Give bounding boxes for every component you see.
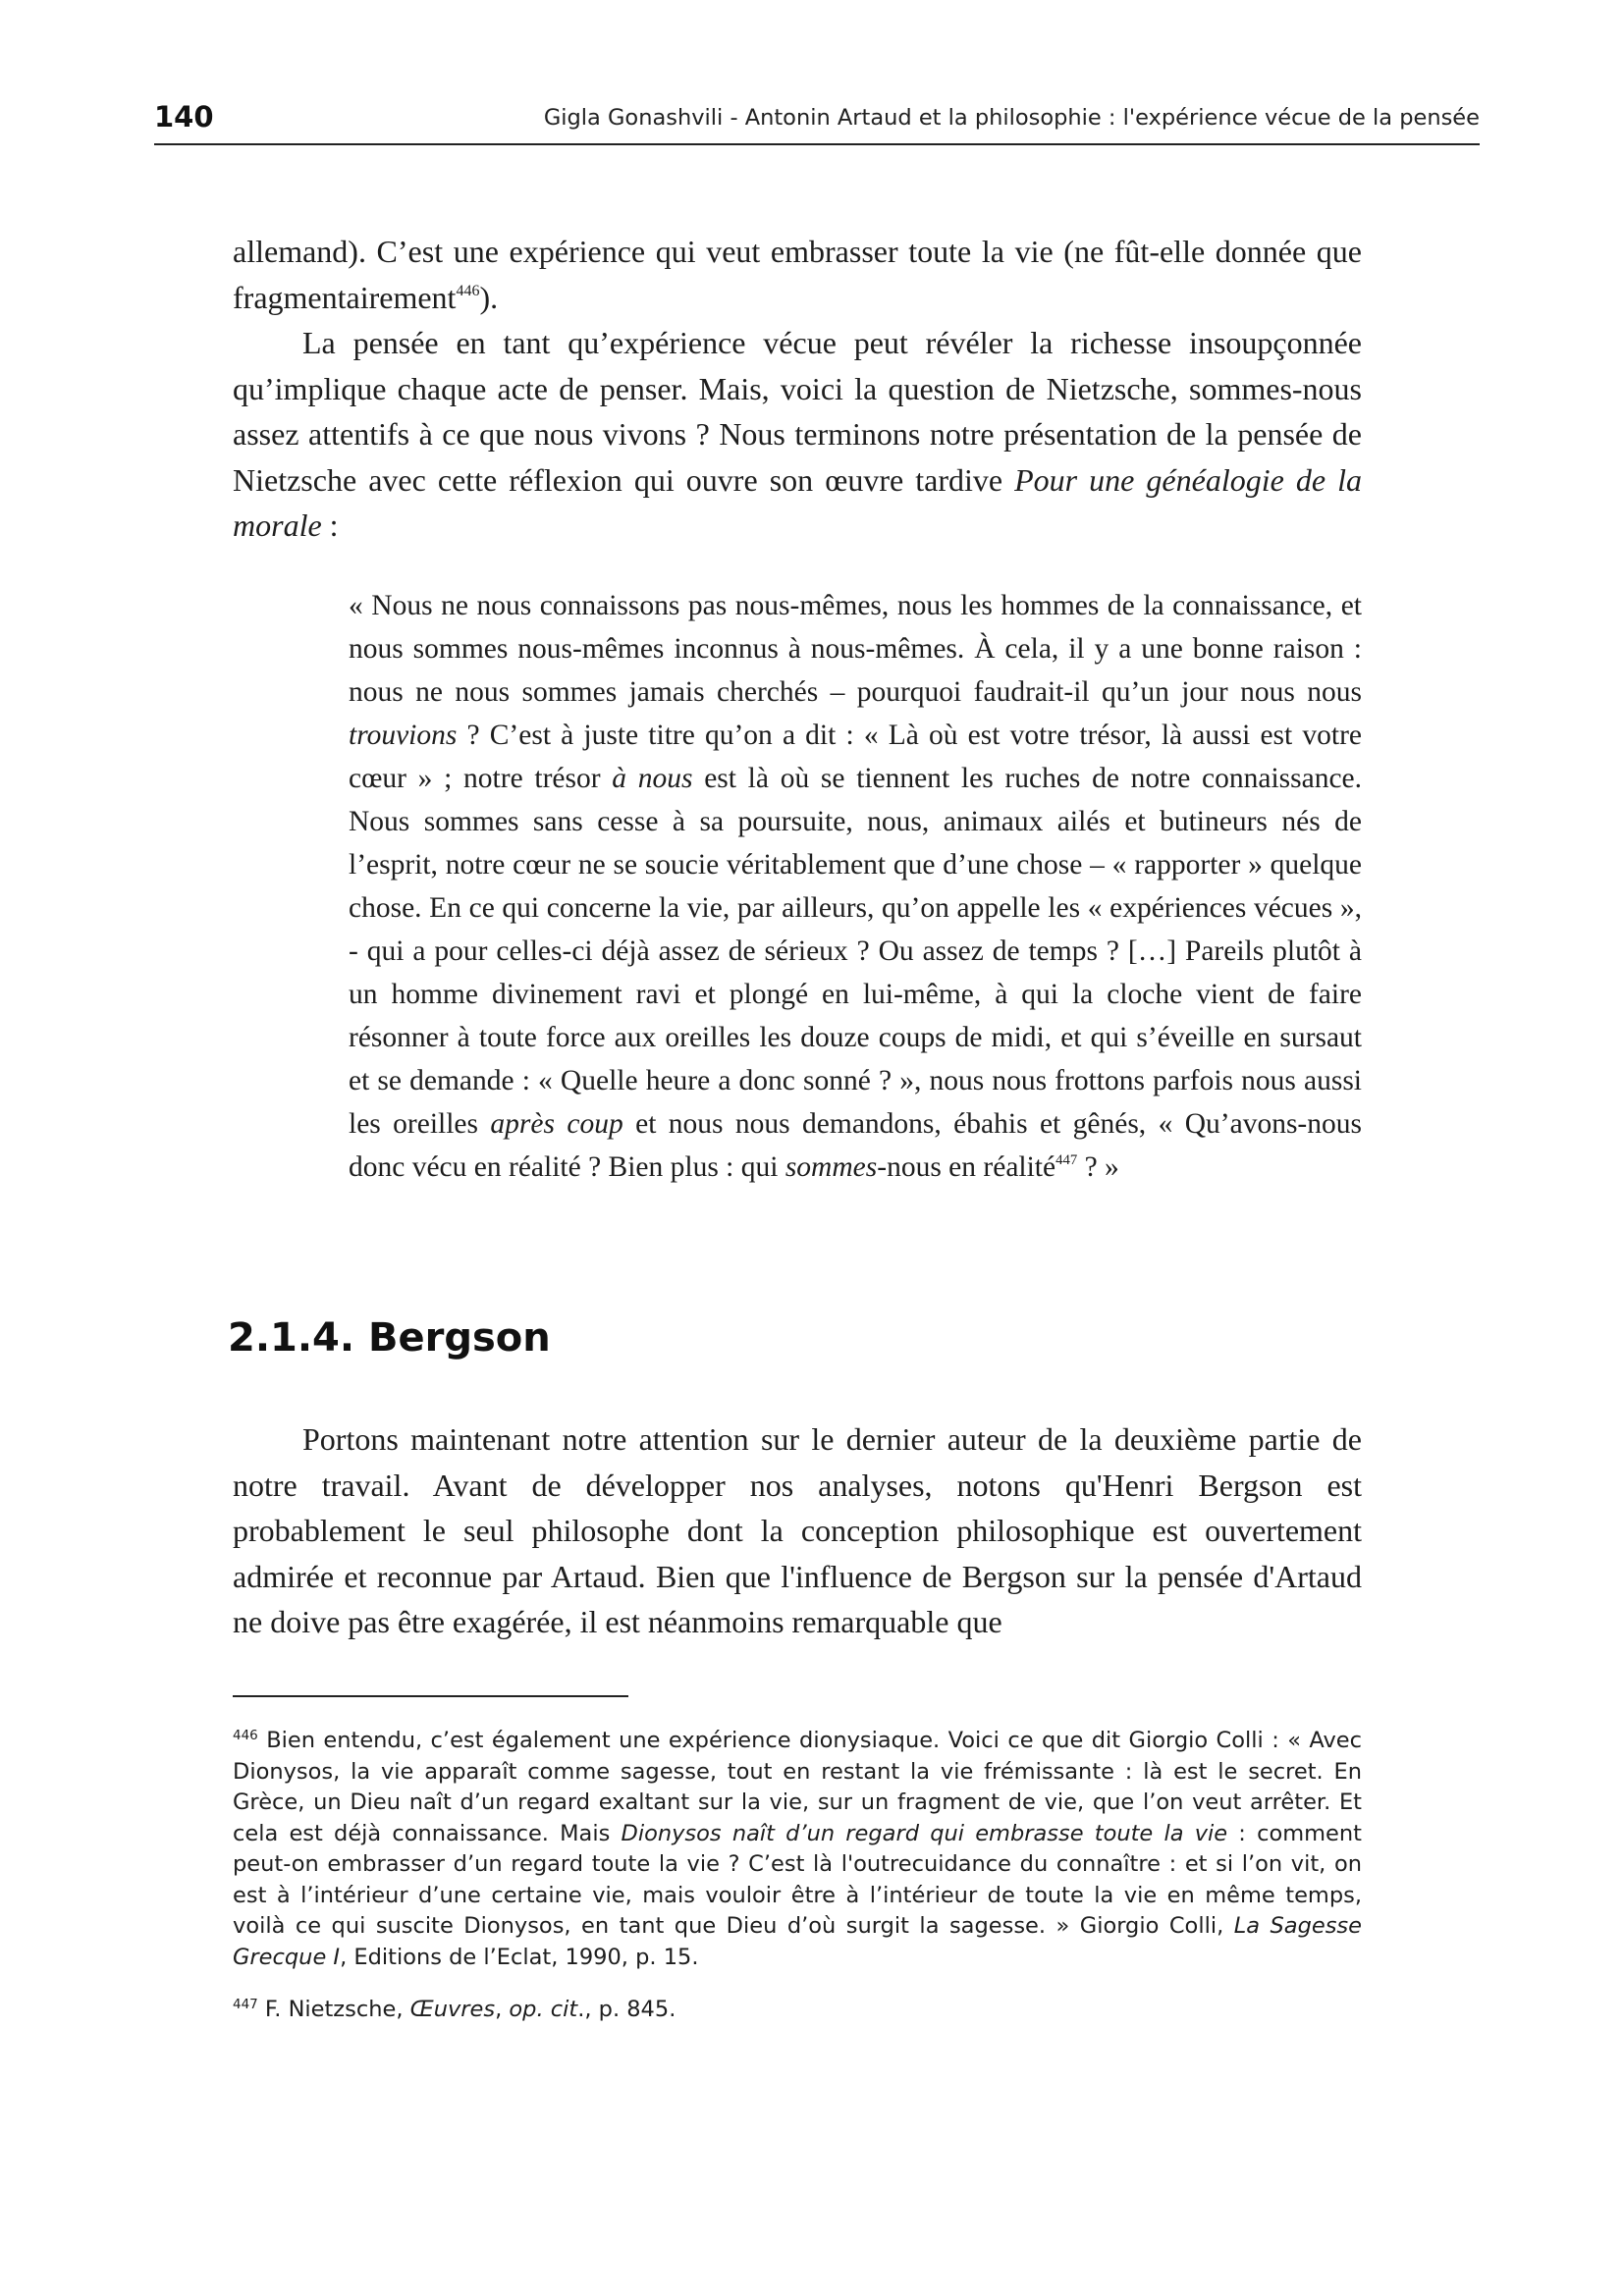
quote-text: est là où se tiennent les ruches de notre connaissance. Nous sommes sans cesse à sa poursuite, nous, animaux ailés et butineurs nés de l’esprit, notre cœur ne se soucie véritablement que d’une chose – « rapporter » quelque chose. En ce qui concerne la vie, par ailleurs, qu’on appelle les « expériences vécues », - qui a pour celles-ci déjà assez de sérieux ? Ou assez de temps ? […] Pareils plutôt à un homme divinement ravi et plongé en lui-même, à qui la cloche vient de faire résonner à toute force aux oreilles les douze coups de midi, et qui s’éveille en sursaut et se demande : « Quelle heure a donc sonné ? », nous nous frottons parfois nous aussi les oreilles — [349, 763, 1363, 1140]
quote-text: « Nous ne nous connaissons pas nous-mêmes, nous les hommes de la connaissance, et nous sommes nous-mêmes inconnus à nous-mêmes. À cela, il y a une bonne raison : nous ne nous sommes jamais cherchés – pourquoi faudrait-il qu’un jour nous nous — [349, 590, 1362, 708]
quote-text: et nous nous demandons, ébahis et gênés, « Qu’avons-nous donc vécu en réalité ? Bien plus : qui — [349, 1108, 1362, 1183]
running-title: Gigla Gonashvili - Antonin Artaud et la philosophie : l'expérience vécue de la pensée — [543, 105, 1480, 131]
footnote-text: , Editions de l’Eclat, 1990, p. 15. — [340, 1944, 699, 1970]
page-number: 140 — [154, 100, 214, 133]
body-text-bottom — [233, 1416, 1362, 1645]
footnote-number: 446 — [233, 1727, 258, 1743]
footnote-text: ., p. 845. — [577, 1997, 676, 2022]
book-title: Pour une généalogie de la morale — [233, 461, 1363, 543]
footnote-ref-446: 446 — [456, 282, 480, 299]
footnote-emphasis: op. cit — [509, 1997, 578, 2022]
footnote-text: Bien entendu, c’est également une expérience dionysiaque. Voici ce que dit Giorgio Colli : « Avec Dionysos, la vie apparaît comme sagesse, tout en restant la vie frémissante : là est le secret. En Grèce, un Dieu naît d’un regard exaltant sur la vie, sur un fragment de vie, que l’on veut arrêter. Et cela est déjà connaissance. Mais — [233, 1728, 1362, 1846]
footnote-separator — [233, 1695, 628, 1697]
block-quote — [349, 584, 1362, 1189]
footnote-emphasis: Dionysos naît d’un regard qui embrasse toute la vie — [621, 1820, 1228, 1846]
footnote-text: : comment peut-on embrasser d’un regard toute la vie ? C’est là l'outrecuidance du connaître : et si l’on vit, on est à l’intérieur d’une certaine vie, mais vouloir être à l’intérieur de toute la vie en même temps, voilà ce qui suscite Dionysos, en tant que Dieu d’où surgit la sagesse. » Giorgio Colli, — [233, 1820, 1362, 1939]
quote-text-end: ? » — [1077, 1151, 1119, 1183]
paragraph-text: La pensée en tant qu’expérience vécue peut révéler la richesse insoupçonnée qu’implique chaque acte de penser. Mais, voici la question de Nietzsche, sommes-nous assez attentifs à ce que nous vivons ? Nous terminons notre présentation de la pensée de Nietzsche avec cette réflexion qui ouvre son œuvre tardive — [233, 325, 1362, 498]
paragraph-nietzsche — [233, 320, 1362, 549]
footnote-number: 447 — [233, 1996, 258, 2012]
paragraph-bergson: Portons maintenant notre attention sur le dernier auteur de la deuxième partie de notre travail. Avant de développer nos analyses, notons qu'Henri Bergson est probablement le seul philosophe dont la conception philosophique est ouvertement admirée et reconnue par Artaud. Bien que l'influence de Bergson sur la pensée d'Artaud ne doive pas être exagérée, il est néanmoins remarquable que — [233, 1421, 1362, 1639]
footnote-446 — [233, 1726, 1362, 1973]
footnotes — [233, 1726, 1362, 2026]
paragraph-text: allemand). C’est une expérience qui veut embrasser toute la vie (ne fût-elle donnée que fragmentairement — [233, 234, 1362, 315]
section-heading: 2.1.4. Bergson — [228, 1315, 551, 1361]
paragraph-text-end: ). — [479, 279, 499, 315]
paragraph-text-end: : — [321, 507, 339, 543]
footnote-emphasis: Œuvres — [409, 1997, 496, 2022]
quote-text: ? C’est à juste titre qu’on a dit : « Là où est votre trésor, là aussi est votre cœur » ; notre trésor — [349, 720, 1362, 794]
quote-text: -nous en réalité — [877, 1151, 1056, 1183]
quote-emphasis: après coup — [490, 1108, 623, 1140]
quote-emphasis: trouvions — [349, 720, 458, 751]
body-text-top — [233, 229, 1362, 549]
quote-emphasis: sommes — [784, 1151, 878, 1183]
footnote-text: F. Nietzsche, — [257, 1997, 410, 2022]
footnote-447 — [233, 1995, 1362, 2026]
footnote-ref-447: 447 — [1055, 1152, 1078, 1169]
paragraph-continuation — [233, 229, 1362, 320]
footnote-emphasis: La Sagesse Grecque I — [233, 1913, 1362, 1970]
footnote-text: , — [495, 1997, 510, 2022]
quote-emphasis: à nous — [612, 763, 693, 794]
page-header — [154, 98, 1480, 145]
